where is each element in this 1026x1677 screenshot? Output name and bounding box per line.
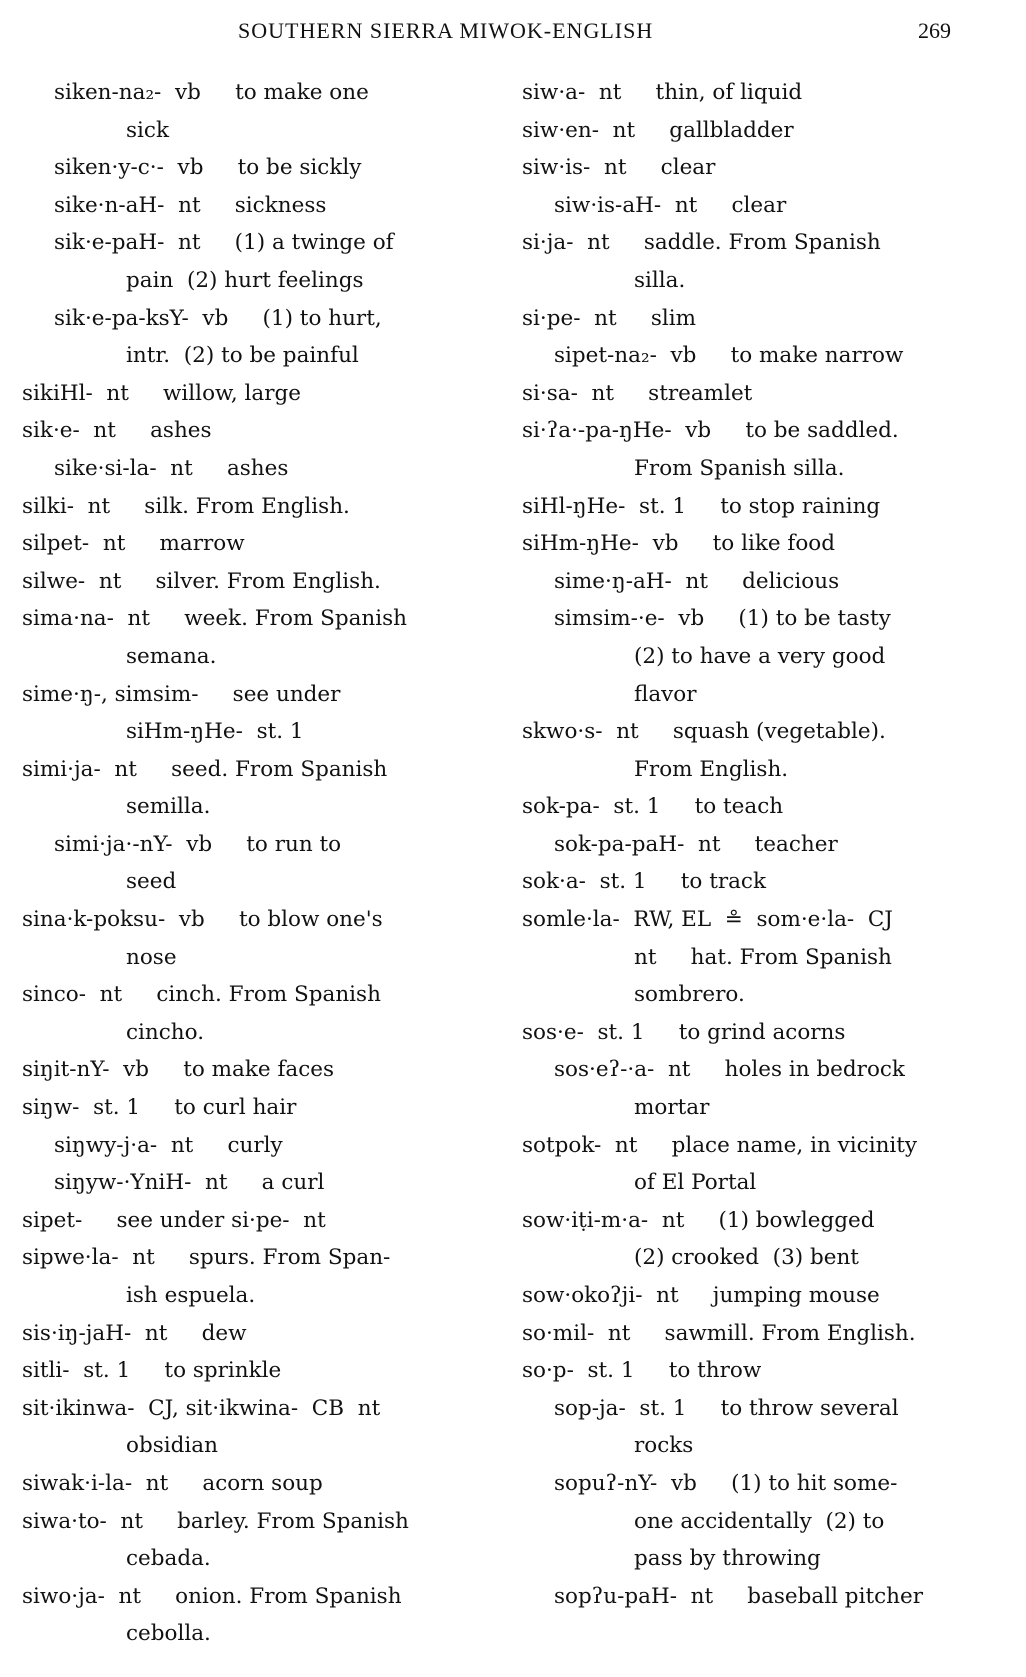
dictionary-line: mortar: [634, 1095, 710, 1121]
dictionary-line: sike·si-la- nt ashes: [54, 455, 289, 481]
dictionary-line: silwe- nt silver. From English.: [22, 568, 381, 594]
dictionary-line: sima·na- nt week. From Spanish: [22, 606, 408, 632]
dictionary-line: sis·iŋ-jaH- nt dew: [22, 1320, 247, 1346]
dictionary-line: silla.: [634, 267, 686, 293]
dictionary-line: sop-ja- st. 1 to throw several: [554, 1395, 899, 1421]
dictionary-line: sow·iṭi-m·a- nt (1) bowlegged: [522, 1207, 875, 1233]
dictionary-line: sopuʔ-nY- vb (1) to hit some-: [554, 1470, 898, 1496]
dictionary-line: of El Portal: [634, 1170, 757, 1196]
dictionary-line: (2) crooked (3) bent: [634, 1245, 859, 1271]
dictionary-line: somle·la- RW, EL ≗ som·e·la- CJ: [522, 907, 893, 933]
dictionary-line: siken-na₂- vb to make one: [54, 80, 369, 105]
dictionary-line: skwo·s- nt squash (vegetable).: [522, 719, 886, 745]
dictionary-line: flavor: [634, 681, 697, 707]
dictionary-line: sipet- see under si·pe- nt: [22, 1207, 326, 1233]
dictionary-line: sok·a- st. 1 to track: [522, 869, 767, 895]
dictionary-line: From English.: [634, 756, 789, 782]
dictionary-line: siŋw- st. 1 to curl hair: [22, 1095, 297, 1121]
running-header: [0, 18, 1026, 48]
dictionary-line: nose: [126, 944, 177, 970]
dictionary-line: sotpok- nt place name, in vicinity: [522, 1132, 918, 1158]
dictionary-line: sit·ikinwa- CJ, sit·ikwina- CB nt: [22, 1395, 381, 1421]
dictionary-line: siHm-ŋHe- vb to like food: [522, 531, 836, 557]
dictionary-line: si·sa- nt streamlet: [522, 380, 753, 406]
dictionary-line: sipet-na₂- vb to make narrow: [554, 343, 904, 369]
dictionary-line: sik·e-pa-ksY- vb (1) to hurt,: [54, 305, 382, 331]
dictionary-line: si·ʔa·-pa-ŋHe- vb to be saddled.: [522, 418, 899, 444]
dictionary-line: semilla.: [126, 794, 211, 820]
dictionary-line: sitli- st. 1 to sprinkle: [22, 1358, 282, 1384]
dictionary-line: sow·okoʔji- nt jumping mouse: [522, 1283, 880, 1308]
dictionary-line: sik·e- nt ashes: [22, 418, 212, 444]
dictionary-line: sombrero.: [634, 982, 745, 1008]
dictionary-line: sick: [126, 117, 169, 143]
dictionary-line: nt hat. From Spanish: [634, 944, 892, 970]
dictionary-line: so·p- st. 1 to throw: [522, 1358, 762, 1384]
dictionary-line: silki- nt silk. From English.: [22, 493, 350, 519]
dictionary-line: siw·a- nt thin, of liquid: [522, 80, 803, 105]
dictionary-line: sos·e- st. 1 to grind acorns: [522, 1019, 846, 1045]
dictionary-line: cebolla.: [126, 1621, 211, 1647]
dictionary-line: simi·ja·-nY- vb to run to: [54, 831, 342, 857]
dictionary-line: sime·ŋ-aH- nt delicious: [554, 568, 840, 594]
dictionary-line: siŋit-nY- vb to make faces: [22, 1057, 335, 1083]
right-column: [522, 74, 1022, 1615]
dictionary-line: siw·is- nt clear: [522, 155, 716, 181]
dictionary-line: siwo·ja- nt onion. From Spanish: [22, 1583, 402, 1609]
dictionary-line: sina·k-poksu- vb to blow one's: [22, 907, 383, 933]
dictionary-line: siHm-ŋHe- st. 1: [126, 719, 304, 745]
dictionary-line: simi·ja- nt seed. From Spanish: [22, 756, 388, 782]
dictionary-line: simsim-·e- vb (1) to be tasty: [554, 606, 891, 632]
dictionary-line: siŋyw-·YniH- nt a curl: [54, 1170, 325, 1196]
dictionary-line: intr. (2) to be painful: [126, 343, 359, 369]
dictionary-line: sime·ŋ-, simsim- see under: [22, 681, 341, 707]
page-number: 269: [918, 18, 951, 43]
dictionary-line: rocks: [634, 1433, 694, 1459]
dictionary-line: siwa·to- nt barley. From Spanish: [22, 1508, 409, 1534]
dictionary-line: sopʔu-paH- nt baseball pitcher: [554, 1583, 923, 1609]
dictionary-line: pass by throwing: [634, 1546, 821, 1572]
dictionary-line: sikiHl- nt willow, large: [22, 380, 301, 406]
left-column: [22, 74, 502, 1653]
dictionary-line: siHl-ŋHe- st. 1 to stop raining: [522, 493, 881, 519]
dictionary-line: obsidian: [126, 1433, 218, 1459]
dictionary-line: sipwe·la- nt spurs. From Span-: [22, 1245, 391, 1271]
dictionary-line: seed: [126, 869, 177, 895]
dictionary-line: sinco- nt cinch. From Spanish: [22, 982, 381, 1008]
dictionary-line: si·pe- nt slim: [522, 305, 696, 331]
running-head-title: SOUTHERN SIERRA MIWOK-ENGLISH: [238, 18, 654, 43]
dictionary-line: cebada.: [126, 1546, 211, 1572]
dictionary-line: siŋwy-j·a- nt curly: [54, 1132, 283, 1158]
dictionary-line: From Spanish silla.: [634, 455, 845, 481]
dictionary-line: ish espuela.: [126, 1283, 256, 1308]
dictionary-line: siw·en- nt gallbladder: [522, 117, 794, 143]
dictionary-line: si·ja- nt saddle. From Spanish: [522, 230, 881, 256]
dictionary-line: (2) to have a very good: [634, 643, 886, 669]
dictionary-line: siw·is-aH- nt clear: [554, 192, 787, 218]
dictionary-line: silpet- nt marrow: [22, 531, 245, 557]
dictionary-line: siken·y-c·- vb to be sickly: [54, 155, 362, 181]
dictionary-line: cincho.: [126, 1019, 205, 1045]
dictionary-line: pain (2) hurt feelings: [126, 267, 364, 293]
dictionary-line: sik·e-paH- nt (1) a twinge of: [54, 230, 394, 256]
dictionary-line: so·mil- nt sawmill. From English.: [522, 1320, 916, 1346]
dictionary-line: sok-pa-paH- nt teacher: [554, 831, 838, 857]
dictionary-line: one accidentally (2) to: [634, 1508, 885, 1534]
dictionary-line: sok-pa- st. 1 to teach: [522, 794, 784, 820]
dictionary-line: semana.: [126, 643, 217, 669]
dictionary-line: sos·eʔ-·a- nt holes in bedrock: [554, 1057, 905, 1083]
dictionary-line: siwak·i-la- nt acorn soup: [22, 1470, 323, 1496]
dictionary-line: sike·n-aH- nt sickness: [54, 192, 327, 218]
